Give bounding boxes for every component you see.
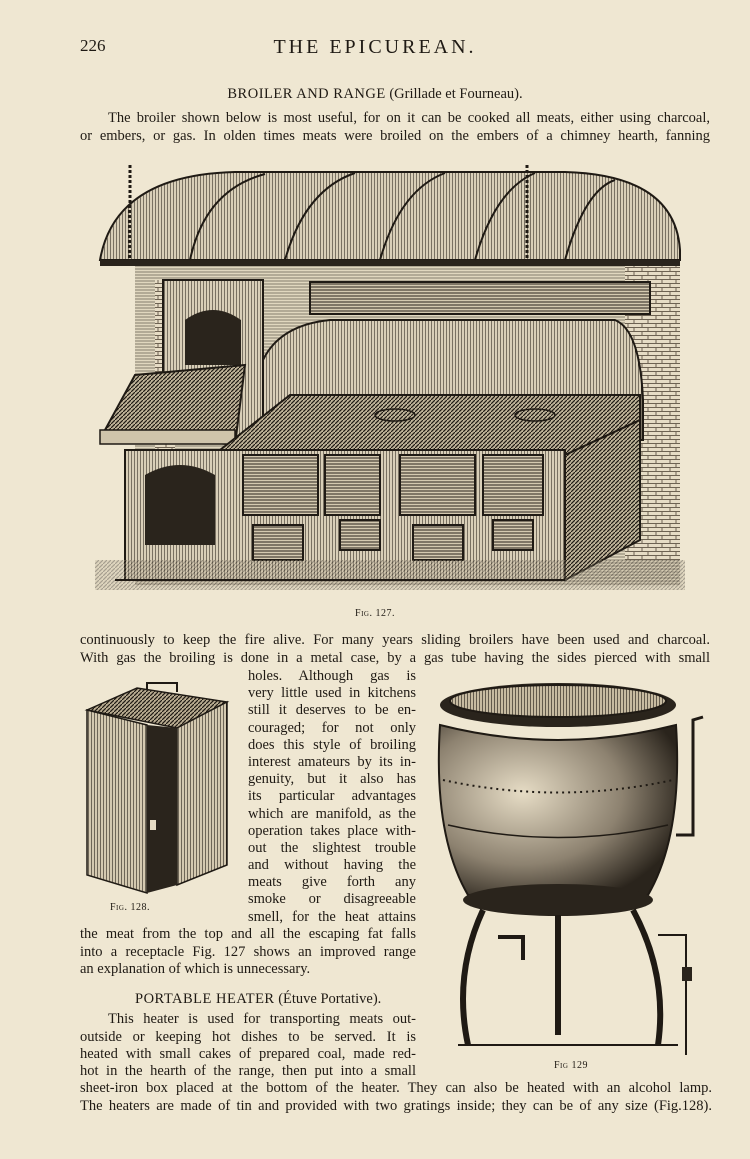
paragraph-line: operation takes place with- xyxy=(248,822,416,839)
paragraph-line: does this style of broiling xyxy=(248,736,416,753)
paragraph-line: out the slightest trouble xyxy=(248,839,416,856)
paragraph-line: still it deserves to be en- xyxy=(248,702,416,719)
paragraph-line: smoke or disagreeable xyxy=(248,891,416,908)
paragraph-line: or embers, or gas. In olden times meats were broiled on the embers of a chimney hearth, fanning xyxy=(80,128,710,144)
section-title: PORTABLE HEATER xyxy=(135,991,275,1007)
paragraph-line: With gas the broiling is done in a metal case, by a gas tube having the sides pierced with small xyxy=(80,650,710,666)
paragraph-line: The broiler shown below is most useful, for on it can be cooked all meats, either using charcoal, xyxy=(108,110,710,126)
paragraph-line: and without having the xyxy=(248,857,416,874)
paragraph-line: the meat from the top and all the escaping fat falls xyxy=(80,926,416,942)
paragraph-line: into a receptacle Fig. 127 shows an improved range xyxy=(80,944,416,960)
paragraph-line: continuously to keep the fire alive. For many years sliding broilers have been used and charcoal. xyxy=(80,632,710,648)
figure-caption: Fig. 127. xyxy=(355,608,395,619)
paragraph-line: The heaters are made of tin and provided with two gratings inside; they can be of any size (Fig.128). xyxy=(80,1098,712,1114)
paragraph-line: smell, for the heat attains xyxy=(248,908,416,925)
paragraph-line: very little used in kitchens xyxy=(248,685,416,702)
paragraph-line: meats give forth any xyxy=(248,874,416,891)
paragraph-line: heated with small cakes of prepared coal, made red- xyxy=(80,1046,416,1062)
paragraph-line: sheet-iron box placed at the bottom of the heater. They can also be heated with an alcohol lamp. xyxy=(80,1080,712,1096)
section-heading-broiler xyxy=(0,86,750,103)
paragraph-line: which are manifold, as the xyxy=(248,805,416,822)
section-title-french: (Étuve Portative). xyxy=(278,991,382,1007)
section-heading-heater xyxy=(135,991,381,1008)
paragraph-line: genuity, but it also has xyxy=(248,771,416,788)
paragraph-line: couraged; for not only xyxy=(248,719,416,736)
metal-case-illustration xyxy=(82,680,232,895)
paragraph-line: holes. Although gas is xyxy=(248,668,416,684)
figure-caption: Fig 129 xyxy=(554,1060,588,1071)
paragraph-line: an explanation of which is unnecessary. xyxy=(80,961,311,977)
paragraph-line: its particular advantages xyxy=(248,788,416,805)
portable-heater-illustration xyxy=(428,675,713,1060)
figure-caption: Fig. 128. xyxy=(110,902,150,913)
paragraph-line: This heater is used for transporting meats out- xyxy=(108,1011,416,1027)
broiler-range-illustration xyxy=(95,160,685,600)
running-title: THE EPICUREAN. xyxy=(273,36,477,58)
paragraph-line: interest amateurs by its in- xyxy=(248,753,416,770)
narrow-text-column xyxy=(248,668,416,926)
page-number: 226 xyxy=(80,36,106,55)
section-title-french: (Grillade et Fourneau). xyxy=(389,86,523,102)
paragraph-line: hot in the hearth of the range, then put into a small xyxy=(80,1063,416,1079)
paragraph-line: outside or keeping hot dishes to be served. It is xyxy=(80,1029,416,1045)
section-title: BROILER AND RANGE xyxy=(227,86,386,102)
